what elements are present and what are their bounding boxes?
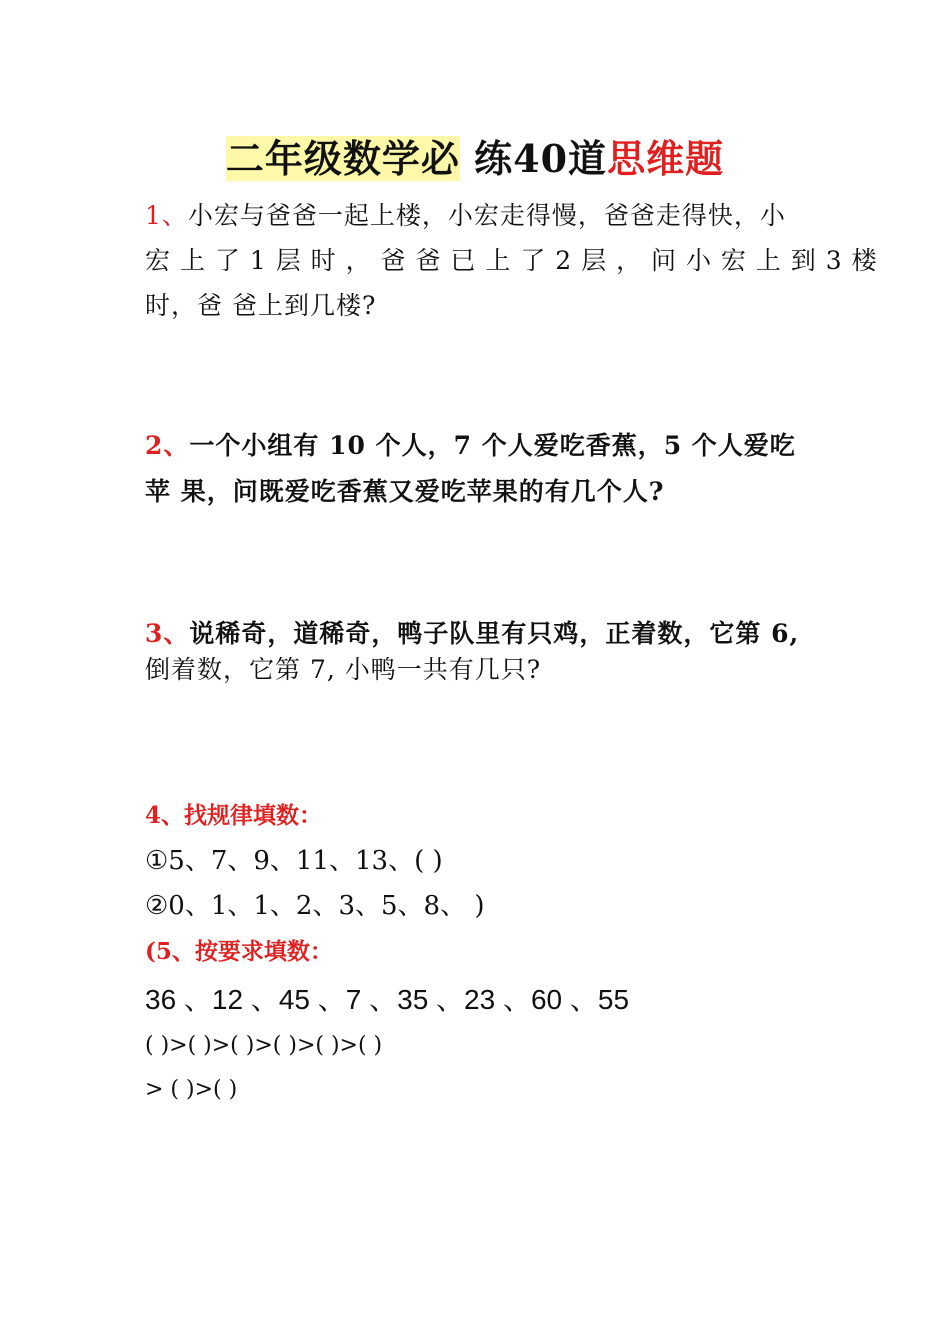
q5-compare-line-1: ( )>( )>( )>( )>( )>( ) [145, 1033, 383, 1058]
q2-line-1 [145, 426, 796, 462]
q1-line-3: 时，爸 爸上到几楼? [145, 291, 377, 320]
q1-number: 1、 [145, 201, 188, 230]
title-part-3: 思维题 [607, 136, 725, 181]
title-part-2: 练40道 [459, 136, 608, 181]
q5-numbers: 36 、12 、45 、7 、35 、23 、60 、55 [145, 984, 630, 1015]
q4-heading: 4、找规律填数： [145, 802, 323, 829]
q1-line-2: 宏 上 了 1 层 时 ， 爸 爸 已 上 了 2 层 ， 问 小 宏 上 到 3 楼 [145, 246, 878, 275]
q3-text-1: 说稀奇，道稀奇，鸭子队里有只鸡，正着数，它第 6, [189, 619, 800, 648]
q4-sequence-1: ①5、7、9、11、13、( ) [145, 846, 443, 876]
page-title [0, 128, 950, 183]
title-part-1: 二年级数学必 [225, 136, 460, 181]
q1-line-1 [145, 196, 786, 232]
q1-text-1: 小宏与爸爸一起上楼，小宏走得慢，爸爸走得快，小 [187, 201, 786, 230]
q4-sequence-2: ②0、1、1、2、3、5、8、 ) [145, 891, 485, 921]
q3-number: 3、 [145, 619, 190, 648]
q2-number: 2、 [145, 431, 190, 460]
q3-line-2: 倒着数，它第 7, 小鸭一共有几只? [145, 655, 542, 684]
q5-heading: (5、按要求填数： [145, 938, 333, 965]
q2-line-2: 苹 果，问既爱吃香蕉又爱吃苹果的有几个人? [145, 477, 665, 506]
q2-text-1: 一个小组有 10 个人，7 个人爱吃香蕉，5 个人爱吃 [189, 431, 796, 460]
q3-line-1 [145, 614, 799, 650]
q5-compare-line-2: > ( )>( ) [145, 1077, 238, 1102]
